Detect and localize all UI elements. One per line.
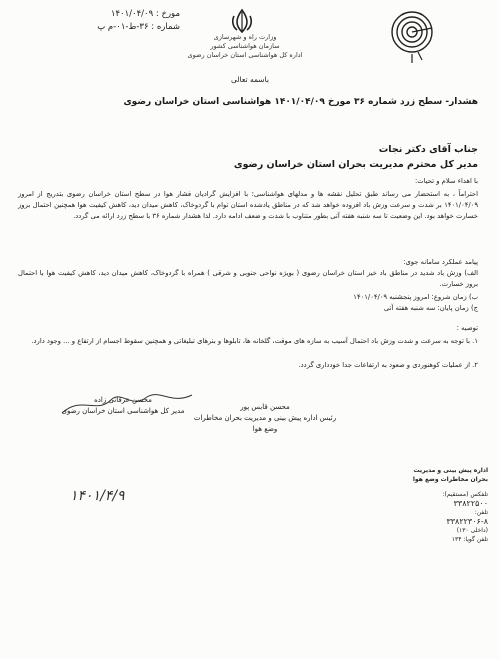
org-header xyxy=(170,33,320,60)
basmala: باسمه تعالی xyxy=(231,75,269,84)
addressee-block xyxy=(38,142,478,172)
intro-paragraph: احتراماً ، به استحضار می رساند طبق تحلیل نقشه ها و مدلهای هواشناسی؛ با افزایش گرادیان فشار هوا در سطح استان خراسان رضوی بتدریج از امروز ۱۴۰۱/۰۴/۰۹ بر شدت و سرعت وزش باد افزوده خواهد شد که در مناطق یادشده استان توام با گردوخاک، کاهش میدان دید، کاهش کیفیت هوا همچنین احتمال بروز خسارت خواهد بود. این وضعیت تا سه شنبه هفته آتی بطور متناوب با شدت و ضعف ادامه دارد. لذا هشدار شماره ۳۶ با سطح زرد ارائه می گردد. xyxy=(18,190,478,220)
recommend-title: توصیه : xyxy=(456,324,478,332)
handwritten-signature-icon xyxy=(52,385,202,425)
signature-right xyxy=(190,402,340,435)
org-line-3: اداره کل هواشناسی استان خراسان رضوی xyxy=(187,51,303,59)
sidebar-phone-label: تلفن: xyxy=(474,509,488,516)
letter-date: مورخ : ۱۴۰۱/۰۴/۰۹ xyxy=(110,9,180,19)
meteorology-logo-icon xyxy=(388,8,436,66)
letter-number: شماره : ۳۶-ط-۰۱-م پ xyxy=(97,22,180,32)
signer-right-title: رئیس اداره پیش بینی و مدیریت بحران مخاطرات وضع هوا xyxy=(193,414,337,433)
impact-item-b: ب) زمان شروع: امروز پنجشنبه ۱۴۰۱/۰۴/۰۹ xyxy=(353,293,478,301)
signer-right-name: محسن قابس پور xyxy=(240,403,290,411)
impact-item-a: الف) وزش باد شدید در مناطق باد خیز استان خراسان رضوی ( بویژه نواحی جنوبی و شرقی ) همراه با گردوخاک، کاهش میدان دید، کاهش کیفیت هوا با احتمال بروز خسارت. xyxy=(18,269,478,288)
greeting: با اهداء سلام و تحیات: xyxy=(414,177,478,185)
sidebar-fax: ۳۳۸۲۲۵۰۰ xyxy=(453,499,488,508)
contact-sidebar xyxy=(408,466,488,544)
impact-title: پیامد عملکرد سامانه جوی: xyxy=(403,258,478,266)
handwritten-date: ۱۴۰۱/۴/۹ xyxy=(70,488,125,504)
letter-meta xyxy=(20,8,180,34)
addressee-title: مدیر کل محترم مدیریت بحران استان خراسان رضوی xyxy=(233,159,478,170)
sidebar-short: تلفن گویا: ۱۳۴ xyxy=(451,536,488,543)
sidebar-fax-label: تلفکس (مستقیم): xyxy=(442,491,488,498)
sidebar-ext: (داخلی ۱۳۰) xyxy=(456,527,488,534)
recommend-item-2: ۲. از عملیات کوهنوردی و صعود به ارتفاعات جدا خودداری گردد. xyxy=(298,361,478,369)
sidebar-dept: اداره پیش بینی و مدیریت بحران مخاطرات وضع هوا xyxy=(412,467,488,483)
signer-left-name: محسن عرفانی زاده xyxy=(94,396,152,404)
impact-item-c: ج) زمان پایان: سه شنبه هفته آتی xyxy=(383,304,478,312)
signer-left-title: مدیر کل هواشناسی استان خراسان رضوی xyxy=(61,407,185,415)
sidebar-phone: ۳۳۸۲۲۳۰۶-۸ xyxy=(446,517,488,526)
org-line-1: وزارت راه و شهرسازی xyxy=(213,33,277,41)
subject-line: هشدار- سطح زرد شماره ۳۶ مورخ ۱۴۰۱/۰۴/۰۹ هواشناسی استان خراسان رضوی xyxy=(123,97,478,107)
org-line-2: سازمان هواشناسی کشور xyxy=(210,42,280,50)
addressee-name: جناب آقای دکتر نجات xyxy=(378,144,478,155)
iran-emblem-icon xyxy=(228,8,256,34)
recommend-item-1: ۱. با توجه به سرعت و شدت وزش باد احتمال آسیب به سازه های موقت، گلخانه ها، تابلوها و بنرهای تبلیغاتی و همچنین سقوط اجسام از ارتفاع و ... وجود دارد. xyxy=(31,337,478,345)
